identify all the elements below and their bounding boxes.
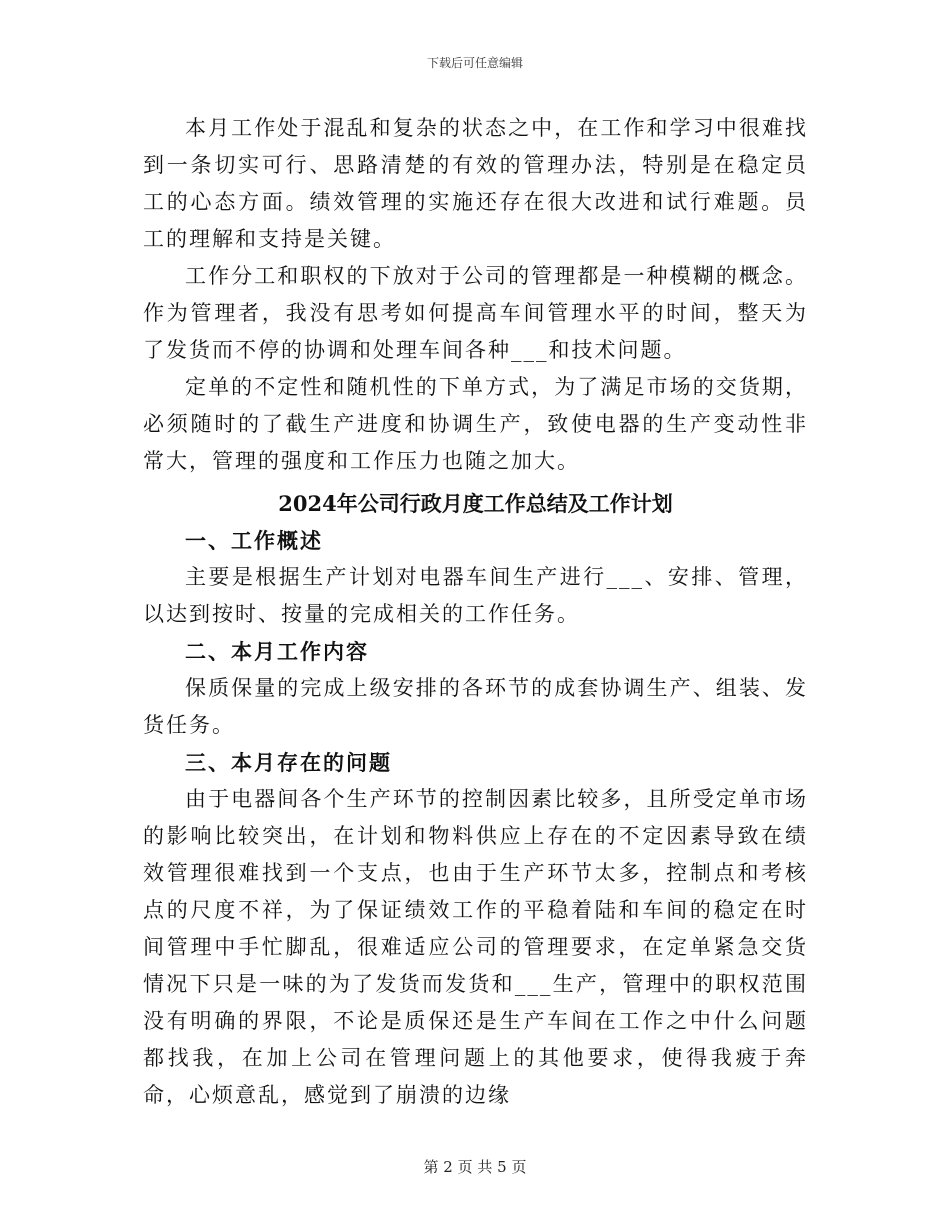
document-body [143, 110, 808, 1114]
paragraph: 工作分工和职权的下放对于公司的管理都是一种模糊的概念。作为管理者，我没有思考如何提高车间管理水平的时间，整天为了发货而不停的协调和处理车间各种___和技术问题。 [143, 264, 808, 362]
section-text: 主要是根据生产计划对电器车间生产进行___、安排、管理，以达到按时、按量的完成相关的工作任务。 [143, 565, 808, 626]
paragraph: 本月工作处于混乱和复杂的状态之中，在工作和学习中很难找到一条切实可行、思路清楚的有效的管理办法，特别是在稳定员工的心态方面。绩效管理的实施还存在很大改进和试行难题。员工的理解和支持是关键。 [143, 116, 808, 251]
section-heading: 二、本月工作内容 [185, 639, 369, 664]
section-heading: 三、本月存在的问题 [185, 750, 392, 775]
page-number: 第 2 页 共 5 页 [423, 1158, 527, 1176]
section-text: 保质保量的完成上级安排的各环节的成套协调生产、组装、发货任务。 [143, 676, 808, 737]
document-title: 2024年公司行政月度工作总结及工作计划 [278, 491, 673, 516]
header-note: 下载后可任意编辑 [426, 56, 523, 70]
paragraph: 定单的不定性和随机性的下单方式，为了满足市场的交货期，必须随时的了截生产进度和协调生产，致使电器的生产变动性非常大，管理的强度和工作压力也随之加大。 [143, 375, 808, 473]
section-heading: 一、工作概述 [185, 528, 323, 553]
section-text: 由于电器间各个生产环节的控制因素比较多，且所受定单市场的影响比较突出，在计划和物料供应上存在的不定因素导致在绩效管理很难找到一个支点，也由于生产环节太多，控制点和考核点的尺度不祥，为了保证绩效工作的平稳着陆和车间的稳定在时间管理中手忙脚乱，很难适应公司的管理要求，在定单紧急交货情况下只是一味的为了发货而发货和___生产，管理中的职权范围没有明确的界限，不论是质保还是生产车间在工作之中什么问题都找我，在加上公司在管理问题上的其他要求，使得我疲于奔命，心烦意乱，感觉到了崩溃的边缘 [143, 787, 808, 1107]
